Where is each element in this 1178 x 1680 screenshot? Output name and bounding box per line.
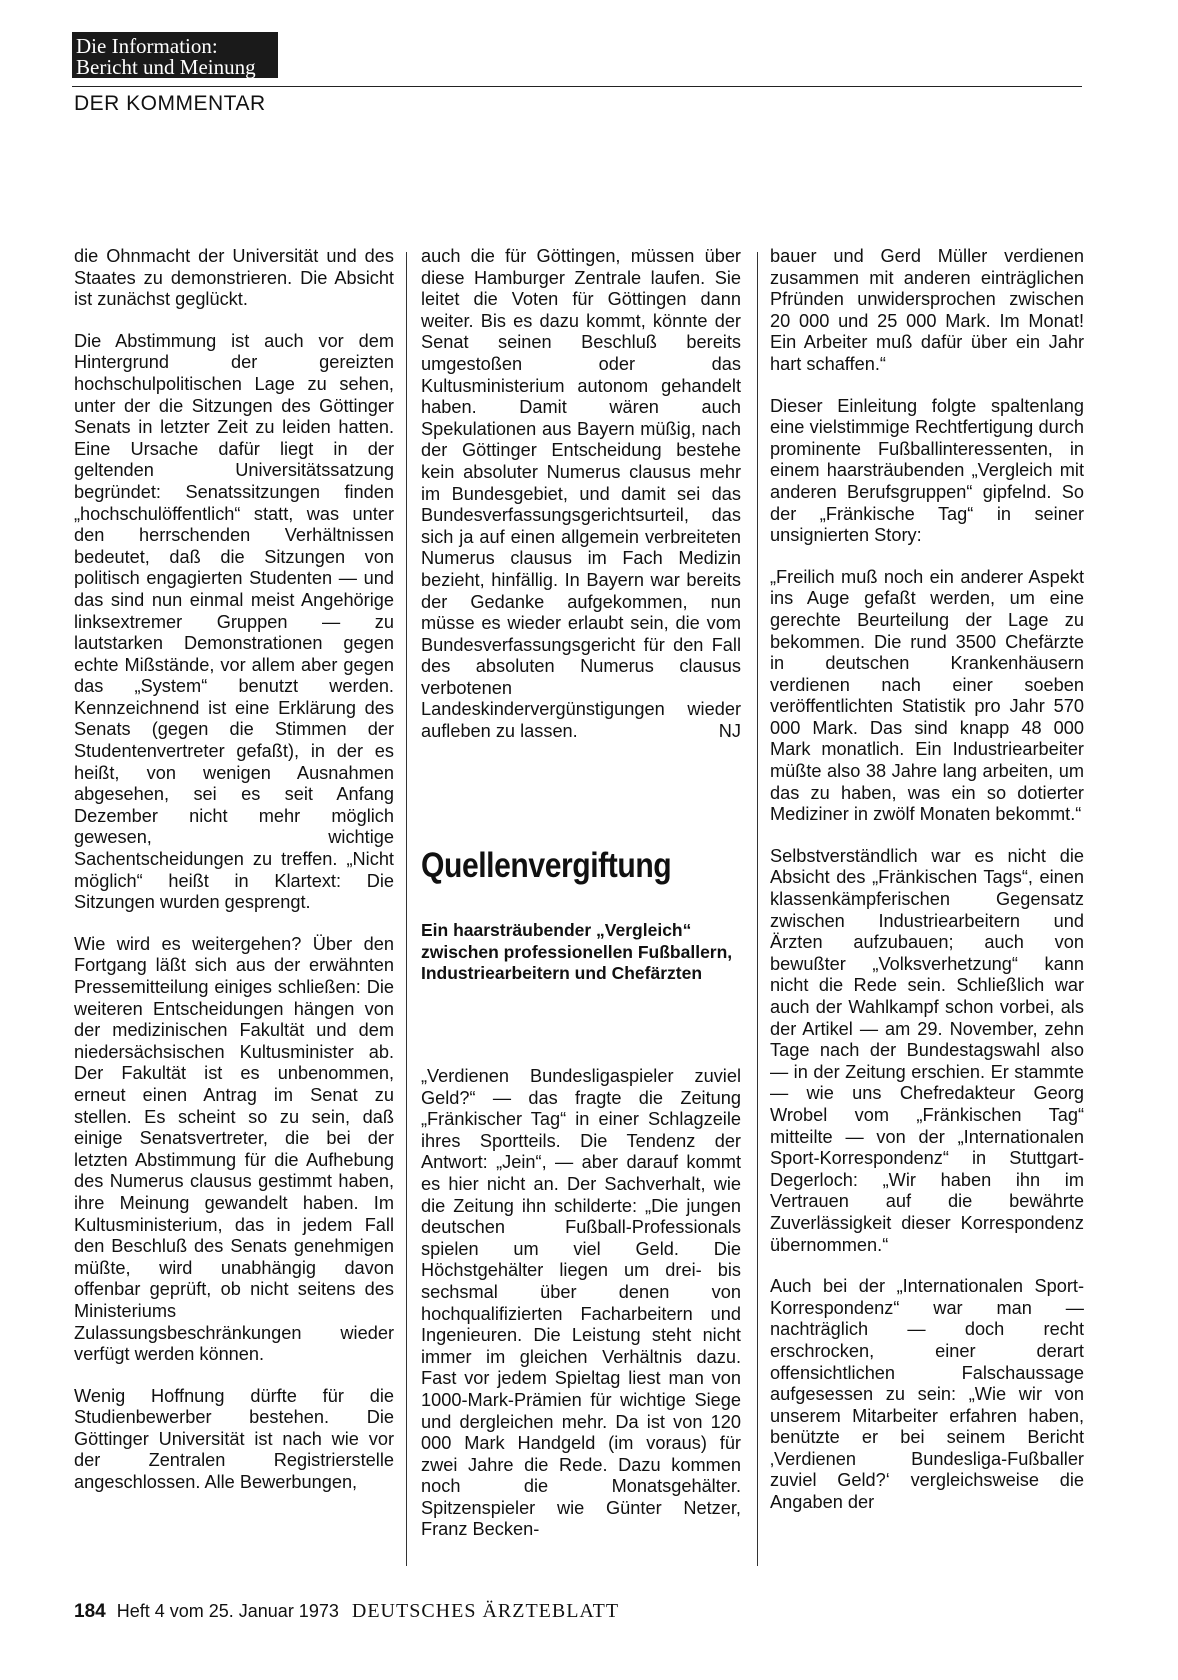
column-3 (770, 246, 1084, 1534)
section-header-box (72, 32, 278, 78)
header-line-1: Die Information: (76, 34, 218, 58)
page-number: 184 (74, 1601, 106, 1622)
column-divider-2 (757, 252, 758, 1566)
paragraph: Wenig Hoffnung dürfte für die Studienbewerber bestehen. Die Göttinger Universität ist nach wie vor der Zentralen Registrierstelle angeschlossen. Alle Bewerbungen, (74, 1385, 394, 1493)
column-2 (421, 246, 741, 763)
section-label: DER KOMMENTAR (74, 92, 266, 115)
author-signoff: NJ (718, 721, 741, 742)
paragraph-text: auch die für Göttingen, müssen über diese Hamburger Zentrale laufen. Sie leitet die Voten für Göttingen dann weiter. Bis es dazu kommt, könnte der Senat seinen Beschluß bereits umgestoßen oder das Kultusministerium autonom gehandelt haben. Damit wären auch Spekulationen aus Bayern müßig, nach der Göttinger Entscheidung bestehe kein absoluter Numerus clausus mehr im Bundesgebiet, und damit sei das Bundesverfassungsgerichtsurteil, das sich ja auf einen allgemein verbreiteten Numerus clausus im Fach Medizin bezieht, hinfällig. In Bayern war bereits der Gedanke aufgekommen, nun müsse es wieder erlaubt sein, die vom Bundesverfassungsgericht für den Fall des absoluten Numerus clausus verbotenen Landeskindervergünstigungen wieder aufleben zu lassen. (421, 246, 741, 742)
article-subheadline: Ein haarsträubender „Vergleich“ zwischen professionellen Fußballern, Industriearbeitern und Chefärzten (421, 920, 733, 983)
column-divider-1 (406, 252, 407, 1566)
paragraph: Wie wird es weitergehen? Über den Fortgang läßt sich aus der erwähnten Pressemitteilung einiges schließen: Die weiteren Entscheidungen hängen von der medizinischen Fakultät und dem niedersächsischen Kultusminister ab. Der Fakultät ist es unbenommen, erneut einen Antrag im Senat zu stellen. Es scheint so zu sein, daß einige Senatsvertreter, die bei der letzten Abstimmung für die Aufhebung des Numerus clausus gestimmt haben, ihre Meinung gewandelt haben. Im Kultusministerium, das in jedem Fall den Beschluß des Senats genehmigen müßte, wird unabhängig davon offenbar geprüft, ob nicht seitens des Ministeriums Zulassungsbeschränkungen wieder verfügt werden können. (74, 933, 394, 1365)
paragraph: Selbstverständlich war es nicht die Absicht des „Fränkischen Tags“, einen klassenkämpferischen Gegensatz zwischen Industriearbeitern und Ärzten aufzubauen; auch von bewußter „Volksverhetzung“ kann nicht die Rede sein. Schließlich war auch der Wahlkampf schon vorbei, als der Artikel — am 29. November, zehn Tage nach der Bundestagswahl also — in der Zeitung erschien. Er stammte — wie uns Chefredakteur Georg Wrobel vom „Fränkischen Tag“ mitteilte — von der „Internationalen Sport-Korrespondenz“ in Stuttgart-Degerloch: „Wir haben ihn im Vertrauen auf die bewährte Zuverlässigkeit dieser Korrespondenz übernommen.“ (770, 845, 1084, 1255)
column-1 (74, 246, 394, 1514)
header-line-2: Bericht und Meinung (76, 55, 256, 79)
paragraph (421, 246, 741, 743)
paragraph: Dieser Einleitung folgte spaltenlang eine vielstimmige Rechtfertigung durch prominente Fußballinteressenten, in einem haarsträubenden „Vergleich mit anderen Berufsgruppen“ gipfelnd. So der „Fränkische Tag“ in seiner unsignierten Story: (770, 395, 1084, 546)
page-footer (74, 1600, 619, 1623)
publication-name: DEUTSCHES ÄRZTEBLATT (351, 1600, 620, 1622)
column-2-article (421, 1066, 741, 1541)
paragraph: „Verdienen Bundesligaspieler zuviel Geld?“ — das fragte die Zeitung „Fränkischer Tag“ in einer Schlagzeile ihres Sportteils. Die Tendenz der Antwort: „Jein“, — aber darauf kommt es hier nicht an. Der Sachverhalt, wie die Zeitung ihn schilderte: „Die jungen deutschen Fußball-Professionals spielen um viel Geld. Die Höchstgehälter liegen um drei- bis sechsmal über denen von hochqualifizierten Facharbeitern und Ingenieuren. Die Leistung steht nicht immer im gleichen Verhältnis dazu. Fast vor jedem Spieltag liest man von 1000-Mark-Prämien für wichtige Siege und dergleichen mehr. Da ist von 120 000 Mark Handgeld (im voraus) für zwei Jahre die Rede. Dazu kommen noch die Monatsgehälter. Spitzenspieler wie Günter Netzer, Franz Becken- (421, 1066, 741, 1540)
paragraph: Auch bei der „Internationalen Sport-Korrespondenz“ war man — nachträglich — doch recht erschrocken, einer derart offensichtlichen Falschaussage aufgesessen zu sein: „Wie wir von unserem Mitarbeiter erfahren haben, benützte er bei seinem Bericht ‚Verdienen Bundesliga-Fußballer zuviel Geld?‘ vergleichsweise die Angaben der (770, 1276, 1084, 1513)
article-headline: Quellenvergiftung (421, 846, 672, 885)
issue-info: Heft 4 vom 25. Januar 1973 (116, 1601, 339, 1621)
header-rule (72, 86, 1082, 87)
paragraph: bauer und Gerd Müller verdienen zusammen mit anderen einträglichen Pfründen unwidersprochen zwischen 20 000 und 25 000 Mark. Im Monat! Ein Arbeiter muß dafür über ein Jahr hart schaffen.“ (770, 246, 1084, 374)
paragraph: „Freilich muß noch ein anderer Aspekt ins Auge gefaßt werden, um eine gerechte Beurteilung der Lage zu bekommen. Die rund 3500 Chefärzte in deutschen Krankenhäusern verdienen nach einer soeben veröffentlichten Statistik pro Jahr 570 000 Mark. Das sind knapp 48 000 Mark monatlich. Ein Industriearbeiter müßte also 38 Jahre lang arbeiten, um das zu haben, was ein so dotierter Mediziner in zwölf Monaten bekommt.“ (770, 566, 1084, 825)
paragraph: die Ohnmacht der Universität und des Staates zu demonstrieren. Die Absicht ist zunächst geglückt. (74, 246, 394, 310)
paragraph: Die Abstimmung ist auch vor dem Hintergrund der gereizten hochschulpolitischen Lage zu sehen, unter der die Sitzungen des Göttinger Senats in letzter Zeit zu leiden hatten. Eine Ursache dafür liegt in der geltenden Universitätssatzung begründet: Senatssitzungen finden „hochschulöffentlich“ statt, was unter den herrschenden Verhältnissen bedeutet, daß die Sitzungen von politisch engagierten Studenten — und das sind nun einmal meist Angehörige linksextremer Gruppen — zu lautstarken Demonstrationen gegen echte Mißstände, vor allem aber gegen das „System“ benutzt werden. Kennzeichnend ist eine Erklärung des Senats (gegen die Stimmen der Studentenvertreter gefaßt), in der es heißt, von wenigen Ausnahmen abgesehen, sei es seit Anfang Dezember nicht mehr möglich gewesen, wichtige Sachentscheidungen zu treffen. „Nicht möglich“ heißt in Klartext: Die Sitzungen wurden gesprengt. (74, 330, 394, 913)
